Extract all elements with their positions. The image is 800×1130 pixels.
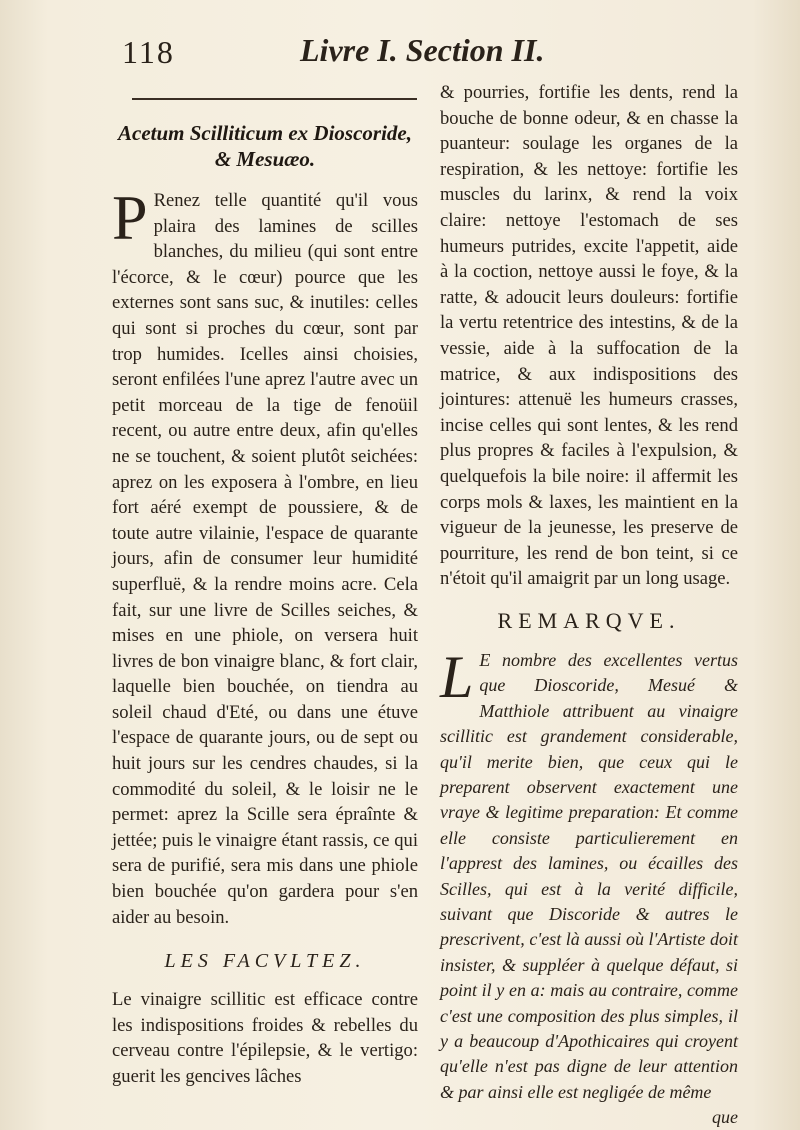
continuation-paragraph: & pourries, fortifie les dents, rend la bouche de bonne odeur, & en chasse la puanteur: soulage les organes de la respiration, & les nettoye: fortifie les muscles du larinx, & rend la voix claire: nettoye l'estomach de ses humeurs putrides, excite l'appetit, aide à la coction, nettoye aussi le foye, & la ratte, & adoucit leurs douleurs: fortifie la vertu retentrice des intestins, & de la vessie, aide à la suffocation de la matrice, & aux indispositions des jointures: attenuë les humeurs crasses, incise celles qui sont lentes, & les rend plus propres & faciles à l'expulsion, & quelquefois la bile noire: il affermit les corps mols & laxes, les maintient en la vigueur de la jeunesse, les preserve de pourriture, les rend de bon teint, si ce n'étoit qu'il amaigrit par un long usage. bbox=[440, 82, 738, 590]
facultez-paragraph: Le vinaigre scillitic est efficace contre les indispositions froides & rebelles du cerveau contre l'épilepsie, & le vertigo: guerit les gencives lâches bbox=[112, 989, 418, 1087]
page-header bbox=[0, 30, 800, 80]
catchword: que bbox=[712, 1107, 738, 1128]
remarque-text: E nombre des excellentes vertus que Dioscoride, Mesué & Matthiole attribuent au vinaigre scillitic est grandement considerable, qu'il merite bien, que ceux qui le preparent observent exactement une vraye & legitime preparation: Et comme elle consiste particulierement en l'apprest des lamines, ou écailles des Scilles, qui est à la verité difficile, suivant que Discoride & autres le prescrivent, c'est là aussi où l'Artiste doit insister, & suppléer à quelque défaut, si point il y en a: mais au contraire, comme c'est une composition des plus simples, il y a beaucoup d'Apothicaires qui croyent qu'elle n'est pas digne de leur attention & par ainsi elle est negligée de même bbox=[440, 649, 738, 1102]
section-title: Acetum Scilliticum ex Dioscoride, & Mesuæo. bbox=[118, 121, 412, 171]
page-number: 118 bbox=[122, 34, 175, 70]
header-rule bbox=[132, 98, 417, 100]
remarque-paragraph bbox=[440, 643, 738, 1105]
right-column bbox=[440, 80, 738, 1128]
running-head: Livre I. Section II. bbox=[300, 32, 545, 68]
drop-cap: P bbox=[112, 182, 148, 253]
drop-cap-remarque: L bbox=[440, 643, 474, 710]
facultez-heading: LES FACVLTEZ. bbox=[164, 950, 366, 973]
left-column bbox=[112, 80, 418, 1090]
recipe-text: Renez telle quantité qu'il vous plaira des lamines de scilles blanches, du milieu (qui sont entre l'écorce, & le cœur) pource que les externes sont sans suc, & inutiles: celles qui sont si proches du cœur, sont par trop humides. Icelles ainsi choisies, seront enfilées l'une aprez l'autre avec un petit morceau de la tige de fenoüil recent, ou autre entre deux, afin qu'elles ne se touchent, & soient plutôt seichées: aprez on les exposera à l'ombre, en lieu fort aéré exempt de poussiere, & de toute autre vilainie, l'espace de quarante jours, afin de consumer leur humidité superfluë, & la rendre moins acre. Cela fait, sur une livre de Scilles seiches, & mises en une phiole, on versera huit livres de bon vinaigre blanc, & fort clair, laquelle bien bouchée, on tiendra au soleil chaud d'Eté, ou dans une étuve l'espace de quarante jours, ou de sept ou huit jours sur les cendres chaudes, si la commodité du soleil, & le loisir ne le permet: aprez la Scille sera épraînte & jettée; puis le vinaigre étant rassis, ce qui sera de purifié, sera mis dans une phiole bien bouchée qu'on gardera pour s'en aider au besoin. bbox=[112, 190, 418, 928]
recipe-paragraph bbox=[112, 182, 418, 930]
remarque-heading: REMARQVE. bbox=[497, 607, 681, 633]
